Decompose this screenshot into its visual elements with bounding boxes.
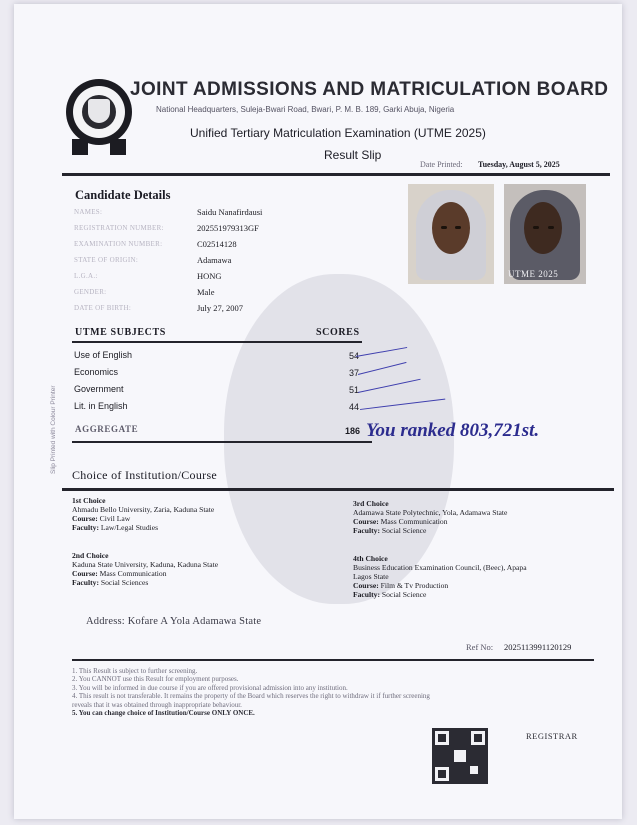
qr-code-icon — [432, 728, 488, 784]
aggregate-divider — [72, 441, 372, 443]
faculty-label: Faculty: — [353, 526, 380, 535]
course-label: Course: — [72, 569, 98, 578]
faculty-label: Faculty: — [72, 578, 99, 587]
choice-2 — [72, 551, 218, 587]
subject-name: Economics — [74, 367, 119, 377]
choice-faculty: Law/Legal Studies — [100, 523, 159, 532]
value-date-of-birth: July 27, 2007 — [197, 303, 244, 313]
subjects-header: UTME SUBJECTS — [75, 327, 166, 338]
value-lga: HONG — [197, 271, 222, 281]
choice-faculty: Social Science — [381, 590, 427, 599]
subject-score: 44 — [349, 402, 360, 412]
choice-4 — [353, 554, 527, 599]
side-note: Slip Printed with Colour Printer — [50, 385, 57, 474]
value-gender: Male — [197, 287, 215, 297]
faculty-label: Faculty: — [72, 523, 99, 532]
course-label: Course: — [353, 581, 379, 590]
choice-institution-line2: Lagos State — [353, 572, 389, 581]
ref-label: Ref No: — [466, 642, 494, 652]
header-divider — [62, 173, 610, 176]
date-printed-value: Tuesday, August 5, 2025 — [478, 160, 560, 169]
jamb-crest-icon — [66, 79, 132, 145]
candidate-photo — [408, 184, 494, 284]
choice-course: Film & Tv Production — [380, 581, 449, 590]
institution-divider — [62, 488, 614, 491]
choice-faculty: Social Science — [381, 526, 427, 535]
choice-3 — [353, 499, 507, 535]
address-note: Address: Kofare A Yola Adamawa State — [86, 616, 262, 627]
choice-title: 2nd Choice — [72, 551, 109, 560]
subject-name: Lit. in English — [74, 401, 128, 411]
faculty-label: Faculty: — [353, 590, 380, 599]
choice-title: 4th Choice — [353, 554, 388, 563]
value-examination-number: C02514128 — [197, 239, 237, 249]
label-state-of-origin: STATE OF ORIGIN: — [74, 256, 139, 264]
date-printed-label: Date Printed: — [420, 160, 463, 169]
choice-course: Mass Communication — [380, 517, 448, 526]
note-line: 1. This Result is subject to further screening. — [72, 667, 198, 675]
ref-value: 2025113991120129 — [504, 642, 572, 652]
subjects-divider — [72, 341, 362, 343]
choice-institution: Kaduna State University, Kaduna, Kaduna State — [72, 560, 219, 569]
label-gender: GENDER: — [74, 288, 107, 296]
label-examination-number: EXAMINATION NUMBER: — [74, 240, 163, 248]
note-line: 2. You CANNOT use this Result for employment purposes. — [72, 675, 239, 684]
label-date-of-birth: DATE OF BIRTH: — [74, 304, 132, 312]
choice-course: Mass Communication — [99, 569, 167, 578]
result-slip-page — [14, 4, 622, 819]
value-state-of-origin: Adamawa — [197, 255, 232, 265]
photo-caption: UTME 2025 — [508, 269, 559, 279]
choice-institution: Adamawa State Polytechnic, Yola, Adamawa State — [353, 508, 508, 517]
note-line: reveals that it was obtained through inappropriate behaviour. — [72, 700, 242, 709]
institution-section-title: Choice of Institution/Course — [72, 468, 218, 482]
note-line: 5. You can change choice of Institution/Course ONLY ONCE. — [72, 709, 255, 718]
choice-faculty: Social Sciences — [100, 578, 149, 587]
registrar-label: REGISTRAR — [526, 731, 578, 741]
choice-1 — [72, 496, 214, 532]
board-address: National Headquarters, Suleja-Bwari Road, Bwari, P. M. B. 189, Garki Abuja, Nigeria — [156, 105, 455, 114]
note-line: 4. This result is not transferable. It remains the property of the Board which reserves the right to withdraw it if further screening — [72, 692, 430, 701]
scores-header: SCORES — [316, 327, 360, 338]
subject-score: 51 — [349, 385, 360, 395]
handwritten-rank-note: You ranked 803,721st. — [366, 420, 540, 441]
subject-score: 54 — [349, 351, 360, 361]
value-registration-number: 202551979313GF — [197, 223, 259, 233]
choice-institution: Ahmadu Bello University, Zaria, Kaduna State — [72, 505, 215, 514]
label-names: NAMES: — [74, 208, 103, 216]
subject-score: 37 — [349, 368, 360, 378]
notes-block — [72, 667, 430, 717]
note-line: 3. You will be informed in due course if you are offered provisional admission into any institution. — [72, 683, 348, 692]
choice-title: 1st Choice — [72, 496, 106, 505]
subject-name: Use of English — [74, 350, 133, 360]
value-names: Saidu Nanafirdausi — [197, 207, 263, 217]
doc-title: Result Slip — [324, 148, 382, 162]
course-label: Course: — [72, 514, 98, 523]
choice-institution: Business Education Examination Council, (Beec), Apapa — [353, 563, 527, 572]
exam-name: Unified Tertiary Matriculation Examination (UTME 2025) — [190, 126, 486, 140]
label-lga: L.G.A.: — [74, 272, 98, 280]
aggregate-label: AGGREGATE — [75, 424, 139, 434]
candidate-section-title: Candidate Details — [75, 188, 171, 202]
subject-name: Government — [74, 384, 124, 394]
ref-divider — [72, 659, 594, 661]
choice-title: 3rd Choice — [353, 499, 389, 508]
aggregate-value: 186 — [345, 426, 361, 436]
course-label: Course: — [353, 517, 379, 526]
choice-course: Civil Law — [99, 514, 131, 523]
label-registration-number: REGISTRATION NUMBER: — [74, 224, 164, 232]
board-name: JOINT ADMISSIONS AND MATRICULATION BOARD — [130, 79, 609, 100]
